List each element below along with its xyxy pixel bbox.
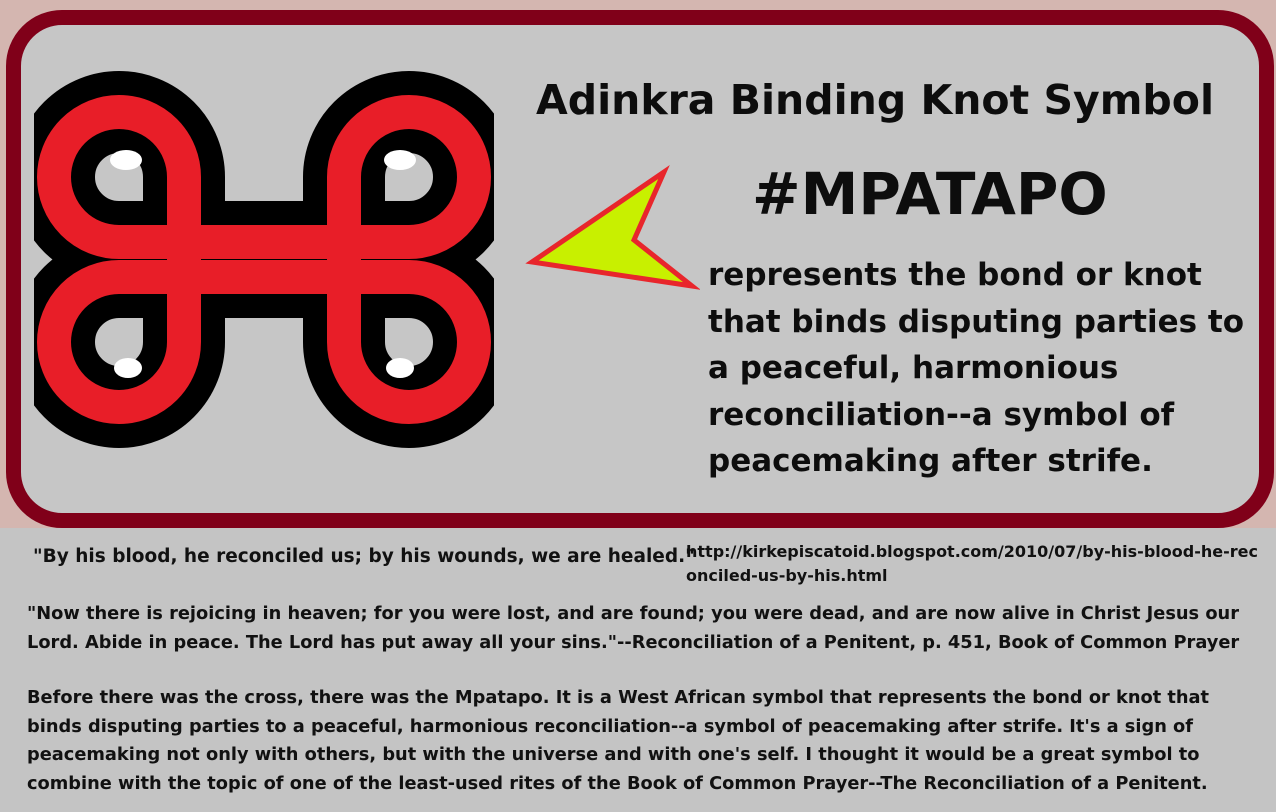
source-url: http://kirkepiscatoid.blogspot.com/2010/07/by-his-blood-he-reconciled-us-by-his.html [686,542,1258,585]
card-title: Adinkra Binding Knot Symbol [536,76,1215,124]
scripture-quote: "By his blood, he reconciled us; by his wounds, we are healed." [33,546,695,567]
hashtag-label: #MPATAPO [752,160,1108,228]
mpatapo-knot-icon [34,62,494,462]
prayer-quote: "Now there is rejoicing in heaven; for you were lost, and are found; you were dead, and are now alive in Christ Jesus our Lord. Abide in peace. The Lord has put away all your sins."--Reconciliation of a Penitent, p. 451, Book of Common Prayer [27,603,1240,653]
arrowhead-icon [524,162,700,292]
body-paragraph: Before there was the cross, there was the Mpatapo. It is a West African symbol that represents the bond or knot that binds disputing parties to a peaceful, harmonious reconciliation--a symbol of peacemaking after strife. It's a sign of peacemaking not only with others, but with the universe and with one's self. I thought it would be a great symbol to combine with the topic of one of the least-used rites of the Book of Common Prayer--The Reconciliation of a Penitent. [27,687,1210,794]
symbol-description: represents the bond or knot that binds disputing parties to a peaceful, harmonious reconciliation--a symbol of peacemaking after strife. [708,257,1244,479]
